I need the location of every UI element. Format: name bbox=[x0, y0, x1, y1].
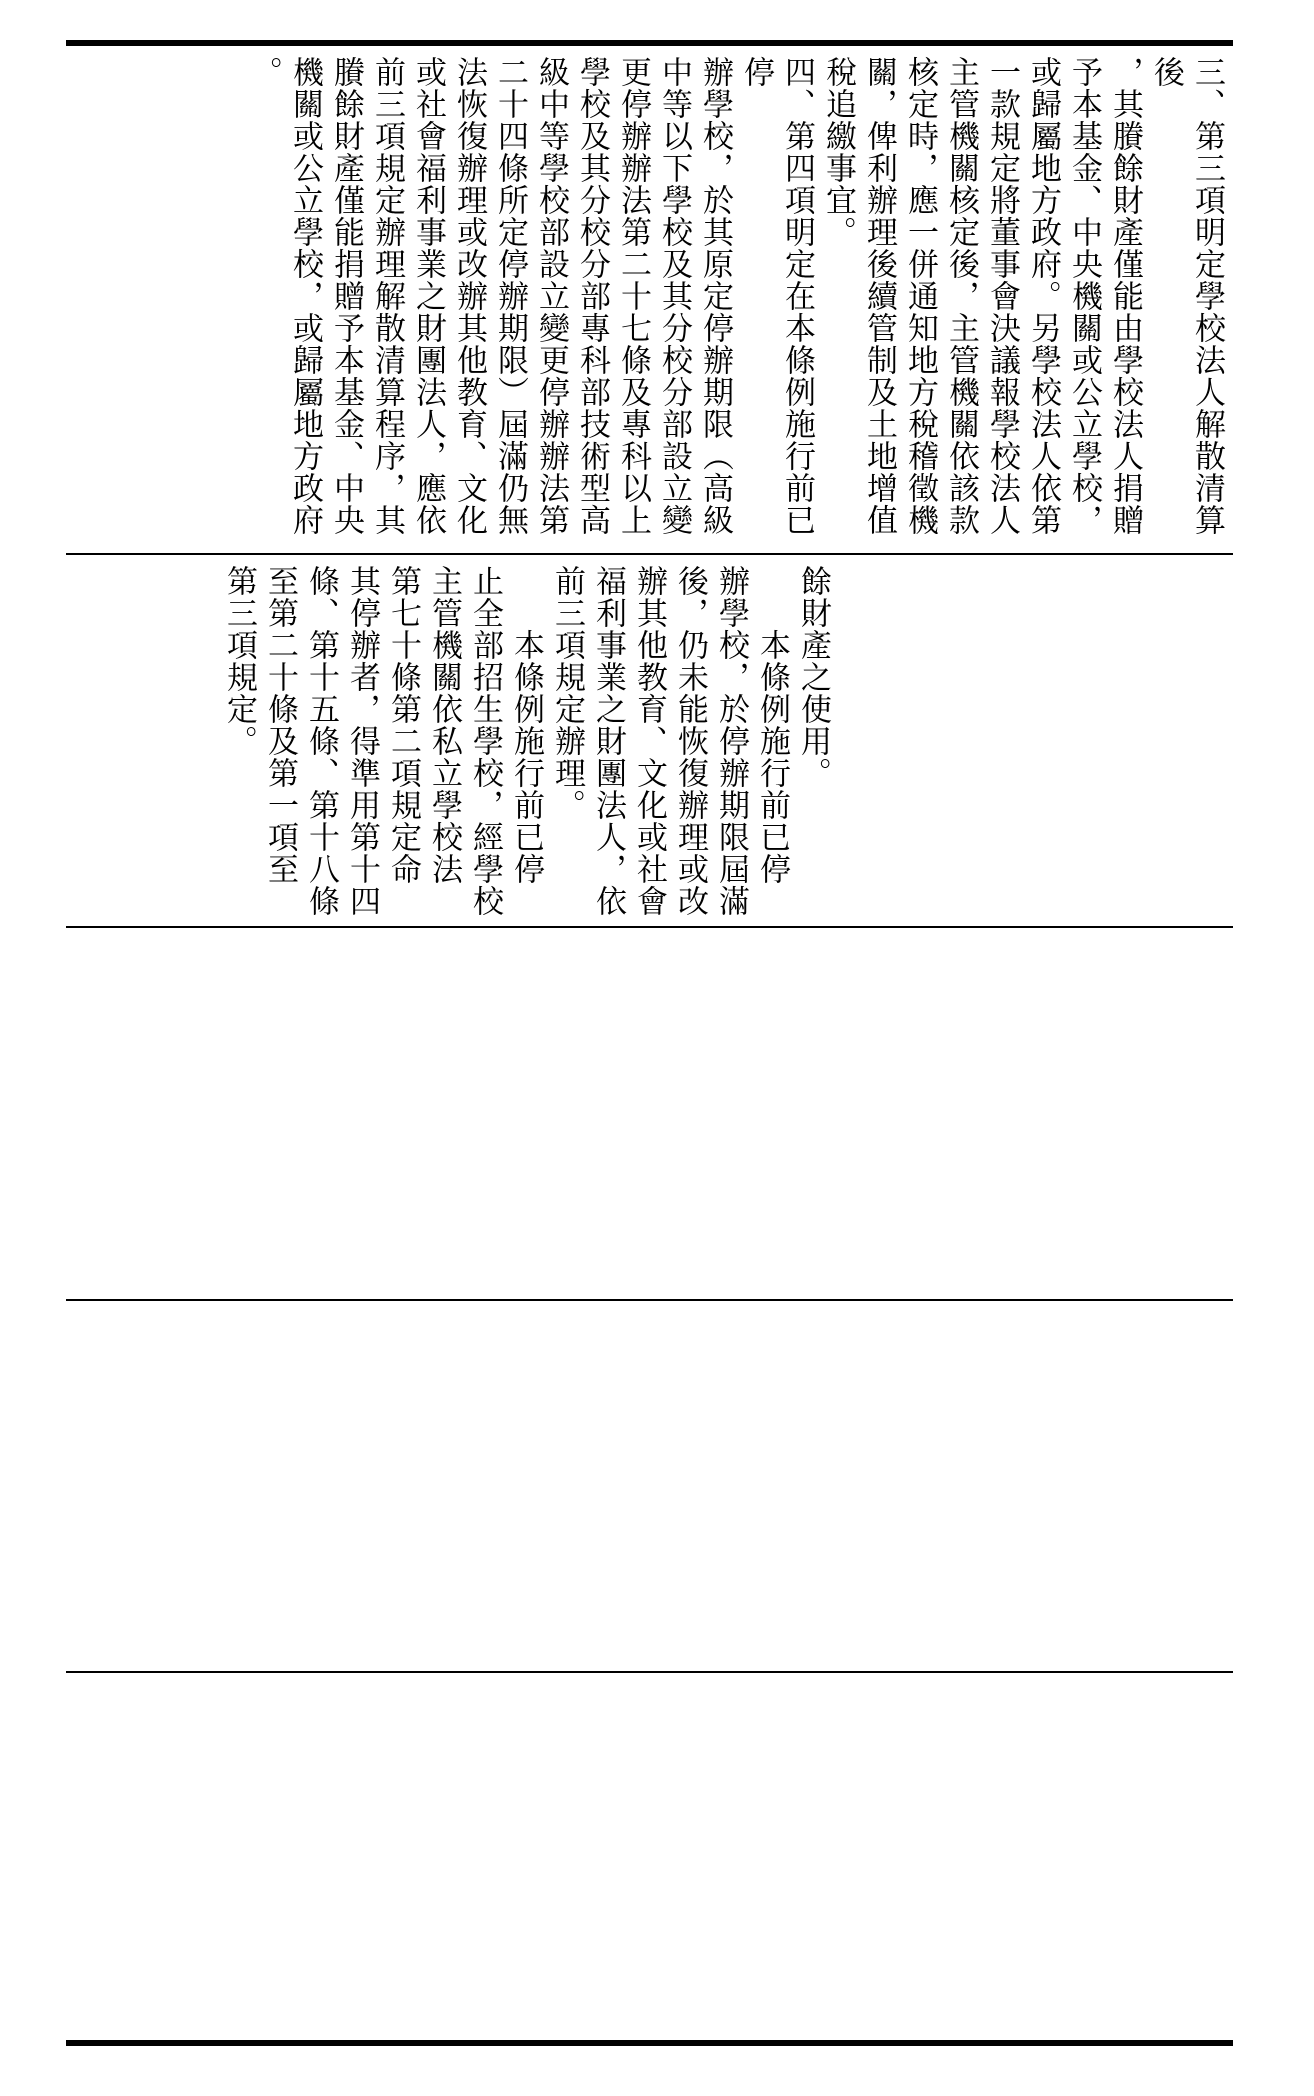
row1-line: 主管機關核定後，主管機關依該款 bbox=[943, 56, 979, 536]
row2-line: 餘財產之使用。 bbox=[795, 565, 831, 789]
bottom-border bbox=[66, 2040, 1233, 2046]
row1-line: 機關或公立學校，或歸屬地方政府 bbox=[287, 56, 323, 536]
row1-line: 中等以下學校及其分校分部設立變 bbox=[656, 56, 692, 536]
row2-line: 第三項規定。 bbox=[221, 565, 257, 757]
row1-line: 三、第三項明定學校法人解散清算後 bbox=[1148, 56, 1225, 536]
row1-line: 一款規定將董事會決議報學校法人 bbox=[984, 56, 1020, 536]
row1-line: 或歸屬地方政府。另學校法人依第 bbox=[1025, 56, 1061, 536]
row1-line: 更停辦辦法第二十七條及專科以上 bbox=[615, 56, 651, 536]
provision-text bbox=[218, 565, 833, 925]
row1-line: 核定時，應一併通知地方稅稽徵機 bbox=[902, 56, 938, 536]
row2-line: 福利事業之財團法人，依 bbox=[590, 565, 626, 917]
row2-line: 止全部招生學校，經學校 bbox=[467, 565, 503, 917]
row1-line: 或社會福利事業之財團法人，應依 bbox=[410, 56, 446, 536]
row2-line: 第七十條第二項規定命 bbox=[385, 565, 421, 885]
table-row-1 bbox=[66, 46, 1233, 551]
explanation-text bbox=[243, 56, 1227, 551]
row2-line: 辦學校，於停辦期限屆滿 bbox=[713, 565, 749, 917]
table-row-2 bbox=[66, 555, 1233, 925]
row1-line: ，其賸餘財產僅能由學校法人捐贈 bbox=[1107, 56, 1143, 536]
row1-line: 予本基金、中央機關或公立學校， bbox=[1066, 56, 1102, 536]
row2-line: 條、第十五條、第十八條 bbox=[303, 565, 339, 917]
row2-line: 本條例施行前已停 bbox=[754, 565, 790, 885]
table-row-5-empty bbox=[66, 1673, 1233, 2043]
row2-line: 後，仍未能恢復辦理或改 bbox=[672, 565, 708, 917]
row1-line: 前三項規定辦理解散清算程序，其 bbox=[369, 56, 405, 536]
row2-line: 主管機關依私立學校法 bbox=[426, 565, 462, 885]
row1-line: 賸餘財產僅能捐贈予本基金、中央 bbox=[328, 56, 364, 536]
row1-line: 法恢復辦理或改辦其他教育、文化 bbox=[451, 56, 487, 536]
row2-line: 至第二十條及第一項至 bbox=[262, 565, 298, 885]
row2-line: 辦其他教育、文化或社會 bbox=[631, 565, 667, 917]
row1-line: 稅追繳事宜。 bbox=[820, 56, 856, 248]
row1-line: 級中等學校部設立變更停辦辦法第 bbox=[533, 56, 569, 536]
row1-line: 四、第四項明定在本條例施行前已停 bbox=[738, 56, 815, 536]
row2-line: 其停辦者，得準用第十四 bbox=[344, 565, 380, 917]
row1-line: 學校及其分校分部專科部技術型高 bbox=[574, 56, 610, 536]
table-row-3-empty bbox=[66, 928, 1233, 1298]
row1-line: 關，俾利辦理後續管制及土地增值 bbox=[861, 56, 897, 536]
row2-line: 本條例施行前已停 bbox=[508, 565, 544, 885]
row1-line: 辦學校，於其原定停辦期限（高級 bbox=[697, 56, 733, 536]
row2-line: 前三項規定辦理。 bbox=[549, 565, 585, 821]
table-row-4-empty bbox=[66, 1301, 1233, 1671]
row1-line: 二十四條所定停辦期限）屆滿仍無 bbox=[492, 56, 528, 536]
row1-line: 。 bbox=[246, 56, 282, 88]
